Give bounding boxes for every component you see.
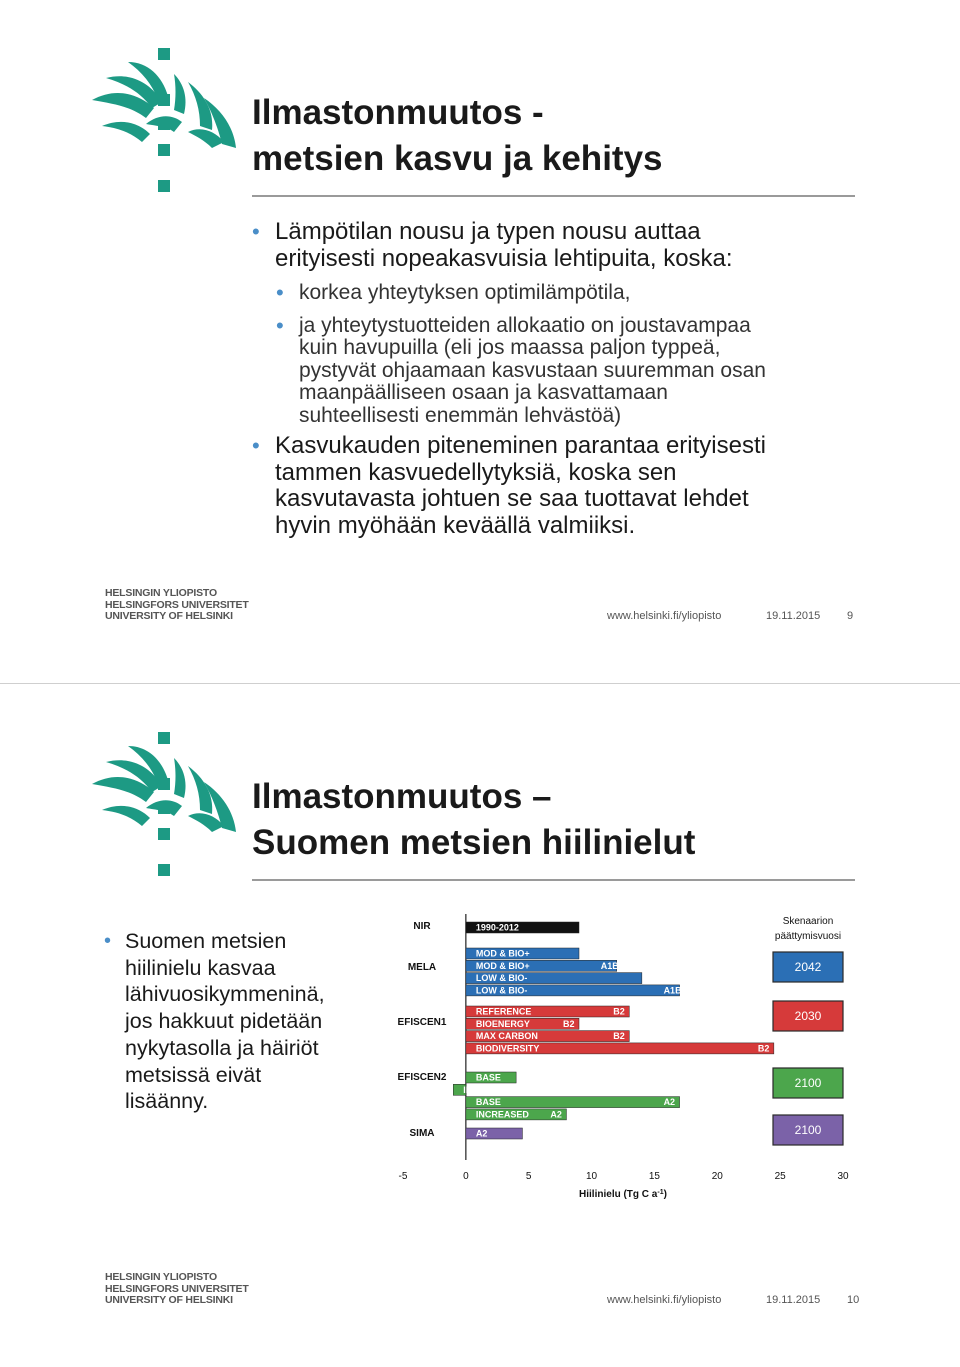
footer-date: 19.11.2015 bbox=[766, 1294, 821, 1306]
wordmark-line: HELSINGFORS UNIVERSITET bbox=[105, 598, 249, 611]
group-label: MELA bbox=[407, 962, 437, 973]
bar-label: BIODIVERSITY bbox=[475, 1043, 540, 1054]
bar-label: BIOENERGY bbox=[475, 1018, 530, 1029]
bar-end-label: B2 bbox=[613, 1031, 625, 1042]
bar-end-label: B2 bbox=[563, 1018, 575, 1029]
bar-end-label: A1B bbox=[663, 985, 682, 996]
bullet-list bbox=[104, 928, 354, 1115]
bullet-line: nykytasolla ja häiriöt bbox=[125, 1035, 319, 1060]
bullet-line: Lämpötilan nousu ja typen nousu auttaa bbox=[275, 218, 701, 245]
scenario-year-label: 2100 bbox=[794, 1123, 822, 1137]
bullet-line: Suomen metsien bbox=[125, 929, 287, 953]
bullet-line: lisäänny. bbox=[125, 1089, 209, 1114]
bullet-item bbox=[252, 433, 872, 539]
scenario-title-line: Skenaarion bbox=[782, 916, 834, 927]
bullet-line: suhteellisesti enemmän lehvästöä) bbox=[299, 403, 622, 427]
bullet-line: hyvin myöhään keväällä valmiiksi. bbox=[275, 511, 636, 539]
bullet-line: jos hakkuut pidetään bbox=[125, 1009, 323, 1034]
slide-title bbox=[252, 90, 663, 182]
university-wordmark bbox=[105, 1272, 249, 1307]
x-tick-label: 30 bbox=[837, 1171, 849, 1182]
group-label: SIMA bbox=[409, 1128, 435, 1139]
bullet-line: pystyvät ohjaamaan kasvustaan suuremman osan bbox=[299, 358, 766, 382]
university-flame-logo bbox=[84, 48, 244, 198]
bar-label: INCREASED bbox=[463, 1084, 517, 1095]
bullet-line: hiilinielu kasvaa bbox=[125, 955, 276, 980]
bullet-line: korkea yhteytyksen optimilämpötila, bbox=[299, 281, 631, 304]
bullet-line: kuin havupuilla (eli jos maassa paljon typpeä, bbox=[299, 336, 721, 359]
bar-label: LOW & BIO- bbox=[475, 985, 528, 996]
university-flame-logo bbox=[84, 732, 244, 882]
bar-end-label: A2 bbox=[663, 1097, 676, 1108]
bar-end-label: A1B bbox=[600, 960, 619, 971]
bullet-item bbox=[104, 928, 354, 1115]
bar-label: INCREASED bbox=[475, 1109, 529, 1120]
x-tick-label: -5 bbox=[398, 1171, 408, 1182]
footer-url[interactable]: www.helsinki.fi/yliopisto bbox=[607, 1294, 722, 1306]
footer-date: 19.11.2015 bbox=[766, 610, 821, 622]
bullet-line: kasvutavasta johtuen se saa tuottavat lehdet bbox=[275, 485, 749, 512]
bullet-line: metsissä eivät bbox=[125, 1062, 262, 1087]
bar-end-label: B2 bbox=[757, 1043, 770, 1054]
bullet-line: Kasvukauden piteneminen parantaa erityisesti bbox=[275, 432, 766, 459]
bullet-item bbox=[252, 219, 872, 272]
title-divider bbox=[252, 195, 855, 197]
bar-end-label: B2 bbox=[613, 1006, 625, 1017]
bullet-line: maanpäälliseen osaan ja kasvattamaan bbox=[299, 381, 668, 404]
data-bar bbox=[466, 1128, 523, 1139]
footer-url[interactable]: www.helsinki.fi/yliopisto bbox=[607, 610, 722, 622]
wordmark-line: HELSINGIN YLIOPISTO bbox=[105, 587, 217, 599]
bullet-list bbox=[252, 213, 872, 539]
title-line: metsien kasvu ja kehitys bbox=[252, 139, 663, 178]
x-tick-label: 25 bbox=[774, 1171, 786, 1182]
bar-label: A2 bbox=[475, 1128, 488, 1139]
bar-end-label: A2 bbox=[550, 1109, 562, 1120]
bullet-line: tammen kasvuedellytyksiä, koska sen bbox=[275, 458, 677, 486]
title-line: Ilmastonmuutos - bbox=[252, 93, 544, 132]
footer-page-number: 10 bbox=[847, 1294, 860, 1306]
scenario-year-label: 2042 bbox=[794, 960, 822, 974]
slide-9 bbox=[0, 0, 960, 683]
bullet-icon: • bbox=[252, 433, 260, 458]
sub-bullet-item bbox=[252, 312, 872, 428]
scenario-title-line: päättymisvuosi bbox=[774, 931, 842, 942]
bullet-icon: • bbox=[252, 219, 260, 244]
title-line: Suomen metsien hiilinielut bbox=[252, 823, 696, 862]
footer-page-number: 9 bbox=[847, 610, 854, 622]
bar-label: BASE bbox=[475, 1072, 501, 1083]
bullet-icon: • bbox=[104, 930, 112, 952]
carbon-sink-chart bbox=[390, 910, 860, 1220]
x-tick-label: 20 bbox=[711, 1171, 723, 1182]
x-tick-label: 10 bbox=[586, 1171, 598, 1182]
sub-bullet-item bbox=[252, 282, 872, 305]
title-line: Ilmastonmuutos – bbox=[252, 777, 552, 816]
wordmark-line: UNIVERSITY OF HELSINKI bbox=[105, 610, 233, 622]
wordmark-line: HELSINGFORS UNIVERSITET bbox=[105, 1282, 249, 1295]
bullet-line: lähivuosikymmeninä, bbox=[125, 982, 325, 1007]
scenario-year-label: 2100 bbox=[794, 1076, 822, 1090]
title-divider bbox=[252, 879, 855, 881]
group-label: EFISCEN2 bbox=[397, 1072, 447, 1083]
bar-label: MOD & BIO+ bbox=[475, 948, 530, 959]
wordmark-line: HELSINGIN YLIOPISTO bbox=[105, 1271, 217, 1283]
bar-label: BASE bbox=[475, 1097, 501, 1108]
bullet-line: erityisesti nopeakasvuisia lehtipuita, koska: bbox=[275, 244, 733, 272]
group-label: NIR bbox=[413, 921, 431, 932]
bullet-icon: • bbox=[276, 312, 284, 338]
university-wordmark bbox=[105, 588, 249, 623]
scenario-year-label: 2030 bbox=[794, 1009, 822, 1023]
bar-label: LOW & BIO- bbox=[475, 973, 528, 984]
bullet-icon: • bbox=[276, 280, 284, 305]
x-axis-label: Hiilinielu (Tg C $a^{-1}$) bbox=[579, 1188, 667, 1200]
bullet-line: ja yhteytystuotteiden allokaatio on joustavampaa bbox=[299, 313, 751, 337]
x-tick-label: 0 bbox=[463, 1171, 469, 1182]
bar-label: MAX CARBON bbox=[475, 1031, 538, 1042]
bar-label: MOD & BIO+ bbox=[475, 960, 530, 971]
wordmark-line: UNIVERSITY OF HELSINKI bbox=[105, 1294, 233, 1306]
x-tick-label: 15 bbox=[648, 1171, 660, 1182]
group-label: EFISCEN1 bbox=[397, 1017, 447, 1028]
slide-10 bbox=[0, 683, 960, 1367]
x-tick-label: 5 bbox=[525, 1171, 532, 1182]
bar-label: REFERENCE bbox=[475, 1006, 532, 1017]
slide-title bbox=[252, 774, 695, 866]
bar-label: 1990-2012 bbox=[475, 922, 519, 933]
